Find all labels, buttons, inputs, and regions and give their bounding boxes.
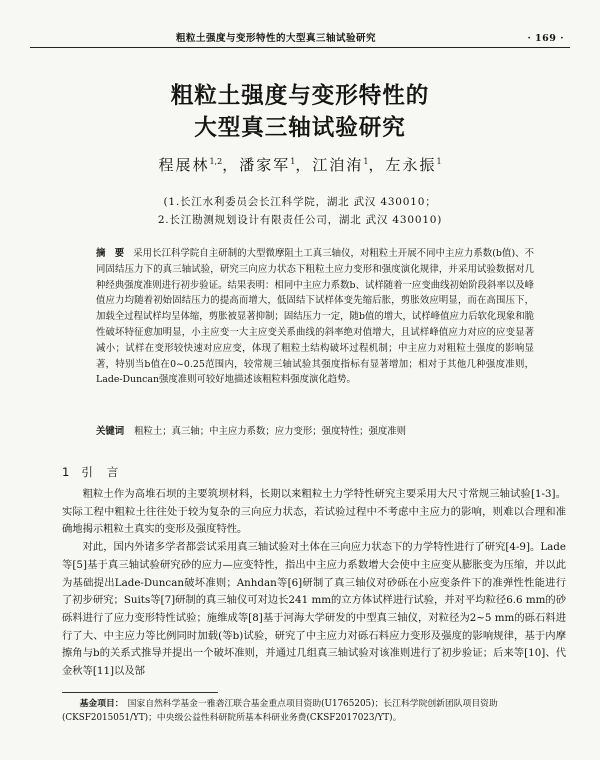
paper-title-line-1: 粗粒土强度与变形特性的 [170,83,430,109]
author: 江洎洧$^1$， [312,156,386,174]
paragraph: 粗粒土作为高堆石坝的主要筑坝材料，长期以来粗粒土力学特性研究主要采用大尺寸常规三轴试验[1-3]。实际工程中粗粒土往往处于较为复杂的三向应力状态，若试验过程中不考虑中主应力的影响，则难以合理和准确地揭示粗粒土真实的变形及强度特性。 [62,488,566,536]
paragraph: 对此，国内外诸多学者都尝试采用真三轴试验对土体在三向应力状态下的力学特性进行了研究[4-9]。Lade等[5]基于真三轴试验研究砂的应力—应变特性，指出中主应力系数增大会使中主应变从膨胀变为压缩，并以此为基础提出Lade-Duncan破坏准则；Anhdan等[6]研制了真三轴仪对砂砾在小应变条件下的准弹性性能进行了初步研究；Suits等[7]研制的真三轴仪可对边长241 mm的立方体试样进行试验，并对平均粒径6.6 mm的砂砾料进行了应力变形特性试验；施维成等[8]基于河海大学研发的中型真三轴仪，对粒径为2~5 mm的砾石料进行了大、中主应力等比例同时加载(等b)试验，研究了中主应力对砾石料应力变形及强度的影响规律，基于内摩擦角与b的关系式推导并提出一个破坏准则，并通过几组真三轴试验对该准则进行了初步验证；后来等[10]、代金秋等[11]以及郜 [62,541,566,678]
author: 左永振$^1$ [385,156,442,174]
author: 潘家军$^1$， [239,156,313,174]
keywords-label: 关键词 [96,426,125,437]
section-heading [62,464,132,480]
abstract-text: 采用长江科学院自主研制的大型微摩阻土工真三轴仪，对粗粒土开展不同中主应力系数(b值)、不同固结压力下的真三轴试验，研究三向应力状态下粗粒土应力变形和强度演化规律，并采用试验数据对几种经典强度准则进行初步验证。结果表明：相同中主应力系数b、试样随着一应变曲线初始阶段斜率以及峰值应力均随着初始固结压力的提高而增大，低固结下试样体变先缩后胀，剪胀效应明显，而在高围压下，加载全过程试样均呈体缩，剪胀被显著抑制；固结压力一定，随b值的增大，试样峰值应力后软化现象和脆性破坏特征愈加明显，小主应变一大主应变关系曲线的斜率绝对值增大，且试样峰值应力对应的应变显著减小；试样在变形较快速对应应变，体现了粗粒土结构破坏过程机制；中主应力对粗粒土强度的影响显著，特别当b值在0~0.25范围内，较常规三轴试验其强度指标有显著增加；相对于其他几种强度准则，Lade-Duncan强度准则可较好地描述该粗粒料强度演化趋势。 [96,248,534,386]
header-rule [30,47,570,48]
page-number: · 169 · [527,33,564,44]
footnote-text: 国家自然科学基金一雅砻江联合基金重点项目资助(U1765205)；长江科学院创新团队项目资助(CKSF2015051/YT)；中央级公益性科研院所基本科研业务费(CKSF2017023/YT)。 [62,699,498,723]
affiliation-1: (1.长江水利委员会长江科学院，湖北 武汉 430010； [163,196,437,208]
page-header [38,26,564,44]
author: 程展林$^{1,2}$， [158,156,240,174]
footnote-label: 基金项目： [79,699,124,709]
section-number: 1 [62,465,70,479]
section-title: 引言 [81,465,133,479]
author-list [0,154,600,175]
keywords [96,424,534,439]
funding-footnote [62,697,566,725]
footnote-rule [62,692,218,693]
body-text [62,486,566,681]
running-title: 粗粒土强度与变形特性的大型真三轴试验研究 [176,33,377,44]
keywords-text: 粗粒土；真三轴；中主应力系数；应力变形；强度特性；强度准则 [134,426,407,437]
abstract [96,246,534,388]
affiliation-2: 2.长江勘测规划设计有限责任公司，湖北 武汉 430010) [157,214,443,226]
paper-title-line-2: 大型真三轴试验研究 [194,115,406,141]
abstract-label: 摘 要 [96,248,128,259]
